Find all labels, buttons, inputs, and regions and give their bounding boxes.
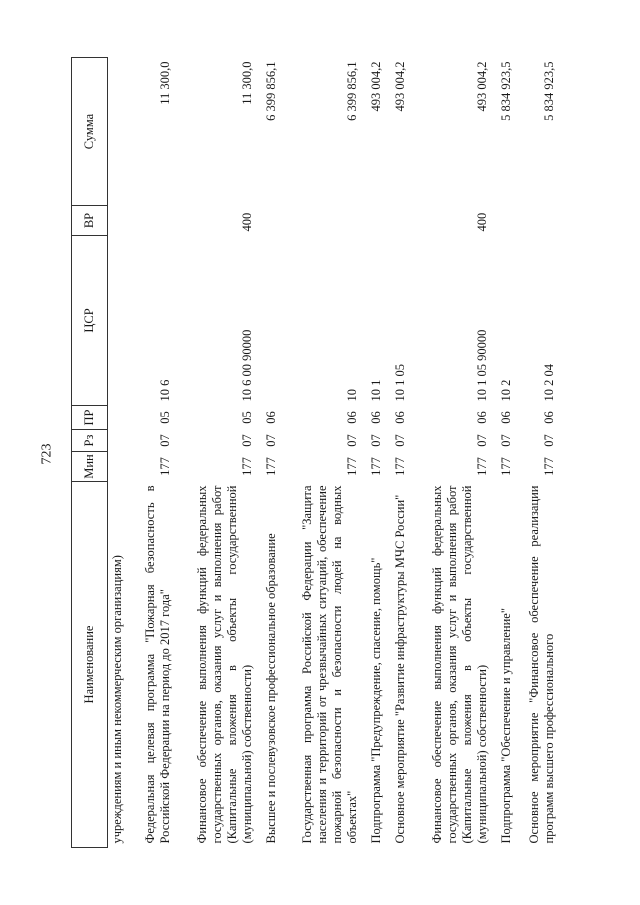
- cell-vr: [281, 206, 362, 236]
- cell-rz: 07: [498, 434, 513, 447]
- cell-sum: 493 004,2: [474, 61, 489, 112]
- page-number: [37, 436, 57, 472]
- table-row: [410, 58, 491, 848]
- cell-csr: [257, 236, 281, 406]
- cell-name: Высшее и послевузовское профессиональное образование: [263, 533, 278, 844]
- header-rz: Рз: [72, 430, 108, 452]
- cell-rz: 07: [542, 434, 556, 447]
- cell-csr: 10 1 05: [393, 364, 408, 402]
- cell-name: Основное мероприятие "Развитие инфраструктуры МЧС России": [393, 494, 408, 844]
- cell-min: 177: [158, 457, 173, 476]
- header-vr: ВР: [72, 206, 108, 236]
- header-name: Наименование: [72, 482, 108, 848]
- table-row-continuation: [108, 58, 133, 848]
- header-min: Мин: [72, 452, 108, 482]
- cell-rz: 07: [158, 434, 173, 447]
- cell-min: 177: [498, 457, 513, 476]
- cell-vr: 400: [239, 212, 254, 232]
- cell-vr: 400: [474, 212, 489, 232]
- cell-vr: [386, 206, 410, 236]
- cell-min: 177: [474, 457, 489, 476]
- table-row: [492, 58, 516, 848]
- table-row: [257, 58, 281, 848]
- cell-name: Основное мероприятие "Финансовое обеспечение реализации программ высшего профессионального: [527, 485, 556, 844]
- cell-csr: 10 2 04: [542, 364, 556, 402]
- cell-csr: 10 6: [158, 379, 173, 402]
- cell-min: 177: [345, 457, 360, 476]
- cell-name: Финансовое обеспечение выполнения функций федеральных государственных органов, оказания услуг и выполнения работ (Капитальные вложения в объекты государственной (муниципальной) собственности): [429, 485, 489, 844]
- cell-vr: [492, 206, 516, 236]
- cell-pr: 06: [369, 411, 384, 424]
- cell-pr: 06: [542, 411, 556, 424]
- cell-sum: 5 834 923,5: [542, 61, 556, 121]
- cell-sum: 11 300,0: [239, 61, 254, 105]
- cell-pr: 06: [393, 411, 408, 424]
- cell-name: Государственная программа Российской Федерации "Защита населения и территорий от чрезвычайных ситуаций, обеспечение пожарной безопасности и безопасности людей на водных объектах": [300, 485, 360, 844]
- cell-name: Финансовое обеспечение выполнения функций федеральных государственных органов, оказания услуг и выполнения работ (Капитальные вложения в объекты государственной (муниципальной) собственности): [194, 485, 254, 844]
- cell-csr: 10 1 05 90000: [474, 329, 489, 402]
- cell-vr: [362, 206, 386, 236]
- cell-rz: 07: [393, 434, 408, 447]
- cell-sum: 493 004,2: [369, 61, 384, 112]
- cell-pr: 06: [345, 411, 360, 424]
- table-row: [386, 58, 410, 848]
- cell-sum: 11 300,0: [158, 61, 173, 105]
- cell-min: 177: [393, 457, 408, 476]
- cell-pr: 05: [158, 411, 173, 424]
- cell-pr: 06: [498, 411, 513, 424]
- cell-min: 177: [542, 457, 556, 476]
- header-csr: ЦСР: [72, 236, 108, 406]
- budget-table: [71, 57, 559, 848]
- cell-sum: 6 399 856,1: [263, 61, 278, 121]
- table-header-row: [72, 58, 108, 848]
- cell-csr: 10 1: [369, 379, 384, 402]
- cell-rz: 07: [239, 434, 254, 447]
- table-row: [362, 58, 386, 848]
- cell-name: Федеральная целевая программа "Пожарная безопасность в Российской Федерации на период до 2017 года": [143, 485, 173, 844]
- cell-sum: 5 834 923,5: [498, 61, 513, 121]
- cell-pr: 06: [474, 411, 489, 424]
- cell-sum: 493 004,2: [393, 61, 408, 112]
- header-sum: Сумма: [72, 58, 108, 206]
- table-row: [516, 58, 559, 848]
- cell-name: Подпрограмма "Предупреждение, спасение, помощь": [369, 557, 384, 844]
- cell-vr: [516, 206, 559, 236]
- cell-rz: 07: [345, 434, 360, 447]
- table-row: [132, 58, 175, 848]
- page-number-text: 723: [39, 443, 54, 465]
- table-row: [175, 58, 256, 848]
- cell-pr: 05: [239, 411, 254, 424]
- cell-min: 177: [369, 457, 384, 476]
- table-row: [281, 58, 362, 848]
- cell-min: 177: [239, 457, 254, 476]
- cell-name: учреждениям и иным некоммерческим организациям): [110, 555, 124, 844]
- cell-sum: 6 399 856,1: [345, 61, 360, 121]
- rotated-page-content: [71, 58, 559, 848]
- cell-vr: [257, 206, 281, 236]
- cell-min: 177: [263, 457, 278, 476]
- header-pr: ПР: [72, 406, 108, 430]
- cell-pr: 06: [263, 411, 278, 424]
- cell-vr: [132, 206, 175, 236]
- cell-rz: 07: [474, 434, 489, 447]
- cell-rz: 07: [369, 434, 384, 447]
- cell-name: Подпрограмма "Обеспечение и управление": [498, 608, 513, 844]
- cell-csr: 10: [345, 389, 360, 402]
- cell-rz: 07: [263, 434, 278, 447]
- cell-csr: 10 6 00 90000: [239, 329, 254, 402]
- cell-csr: 10 2: [498, 379, 513, 402]
